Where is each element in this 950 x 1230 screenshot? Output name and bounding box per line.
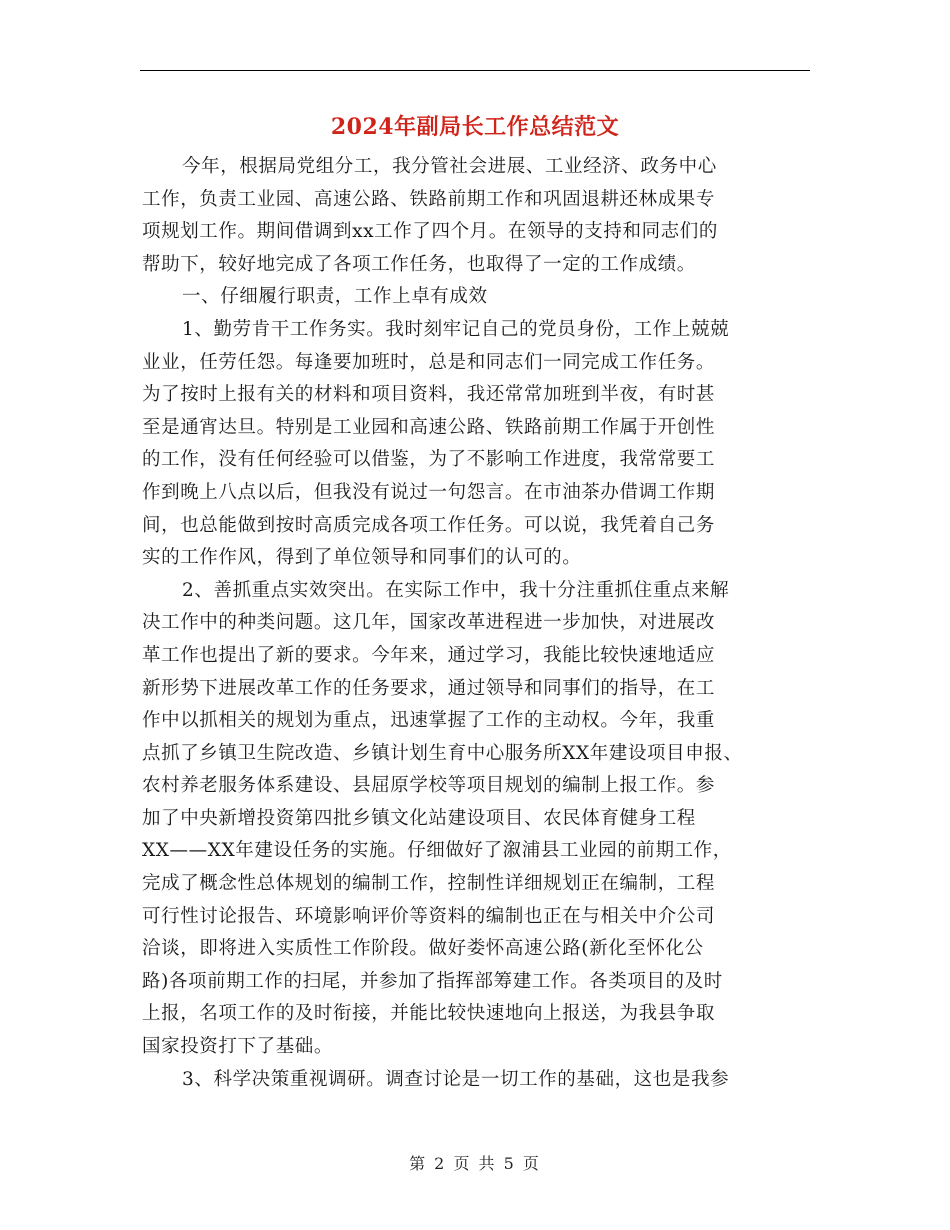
text-line: 新形势下进展改革工作的任务要求，通过领导和同事们的指导，在工 (142, 677, 716, 699)
text-line: 工作，负责工业园、高速公路、铁路前期工作和巩固退耕还林成果专 (142, 188, 716, 210)
page-number-footer: 第 2 页 共 5 页 (409, 1154, 541, 1173)
text-line: 上报，名项工作的及时衔接，并能比较快速地向上报送，为我县争取 (142, 1003, 716, 1025)
text-line: 帮助下，较好地完成了各项工作任务，也取得了一定的工作成绩。 (142, 253, 696, 275)
text-line: XX——XX年建设任务的实施。仔细做好了溆浦县工业园的前期工作， (142, 840, 732, 862)
text-line: 革工作也提出了新的要求。今年来，通过学习，我能比较快速地适应 (142, 644, 716, 666)
text-line: 决工作中的种类问题。这几年，国家改革进程进一步加快，对进展改 (142, 612, 716, 634)
text-line: 业业，任劳任怨。每逢要加班时，总是和同志们一同完成工作任务。 (142, 351, 716, 373)
text-line: 农村养老服务体系建设、县屈原学校等项目规划的编制上报工作。参 (142, 775, 716, 797)
text-line: 作中以抓相关的规划为重点，迅速掌握了工作的主动权。今年，我重 (142, 710, 716, 732)
text-line: 为了按时上报有关的材料和项目资料，我还常常加班到半夜，有时甚 (142, 384, 716, 406)
text-line: 路)各项前期工作的扫尾，并参加了指挥部筹建工作。各类项目的及时 (142, 970, 723, 992)
document-body (142, 151, 812, 1096)
text-line: 2、善抓重点实效突出。在实际工作中，我十分注重抓住重点来解 (182, 579, 730, 601)
text-line: 实的工作作风，得到了单位领导和同事们的认可的。 (142, 547, 582, 569)
text-line: 点抓了乡镇卫生院改造、乡镇计划生育中心服务所XX年建设项目申报、 (142, 742, 743, 764)
text-line: 的工作，没有任何经验可以借鉴，为了不影响工作进度，我常常要工 (142, 449, 716, 471)
text-line: 作到晚上八点以后，但我没有说过一句怨言。在市油茶办借调工作期 (142, 481, 716, 503)
text-line: 一、仔细履行职责，工作上卓有成效 (182, 286, 488, 308)
document-title: 2024年副局长工作总结范文 (330, 114, 620, 140)
text-line: 洽谈，即将进入实质性工作阶段。做好娄怀高速公路(新化至怀化公 (142, 938, 704, 960)
header-rule (140, 70, 810, 71)
text-line: 至是通宵达旦。特别是工业园和高速公路、铁路前期工作属于开创性 (142, 416, 716, 438)
text-line: 今年，根据局党组分工，我分管社会进展、工业经济、政务中心 (182, 156, 717, 177)
text-line: 完成了概念性总体规划的编制工作，控制性详细规划正在编制，工程 (142, 873, 716, 895)
text-line: 国家投资打下了基础。 (142, 1036, 334, 1058)
text-line: 可行性讨论报告、环境影响评价等资料的编制也正在与相关中介公司 (142, 905, 716, 927)
text-line: 3、科学决策重视调研。调查讨论是一切工作的基础，这也是我参 (182, 1068, 730, 1090)
text-line: 项规划工作。期间借调到xx工作了四个月。在领导的支持和同志们的 (142, 221, 718, 243)
text-line: 间，也总能做到按时高质完成各项工作任务。可以说，我凭着自己务 (142, 514, 716, 536)
text-line: 1、勤劳肯干工作务实。我时刻牢记自己的党员身份，工作上兢兢 (182, 318, 730, 340)
text-line: 加了中央新增投资第四批乡镇文化站建设项目、农民体育健身工程 (142, 807, 696, 829)
